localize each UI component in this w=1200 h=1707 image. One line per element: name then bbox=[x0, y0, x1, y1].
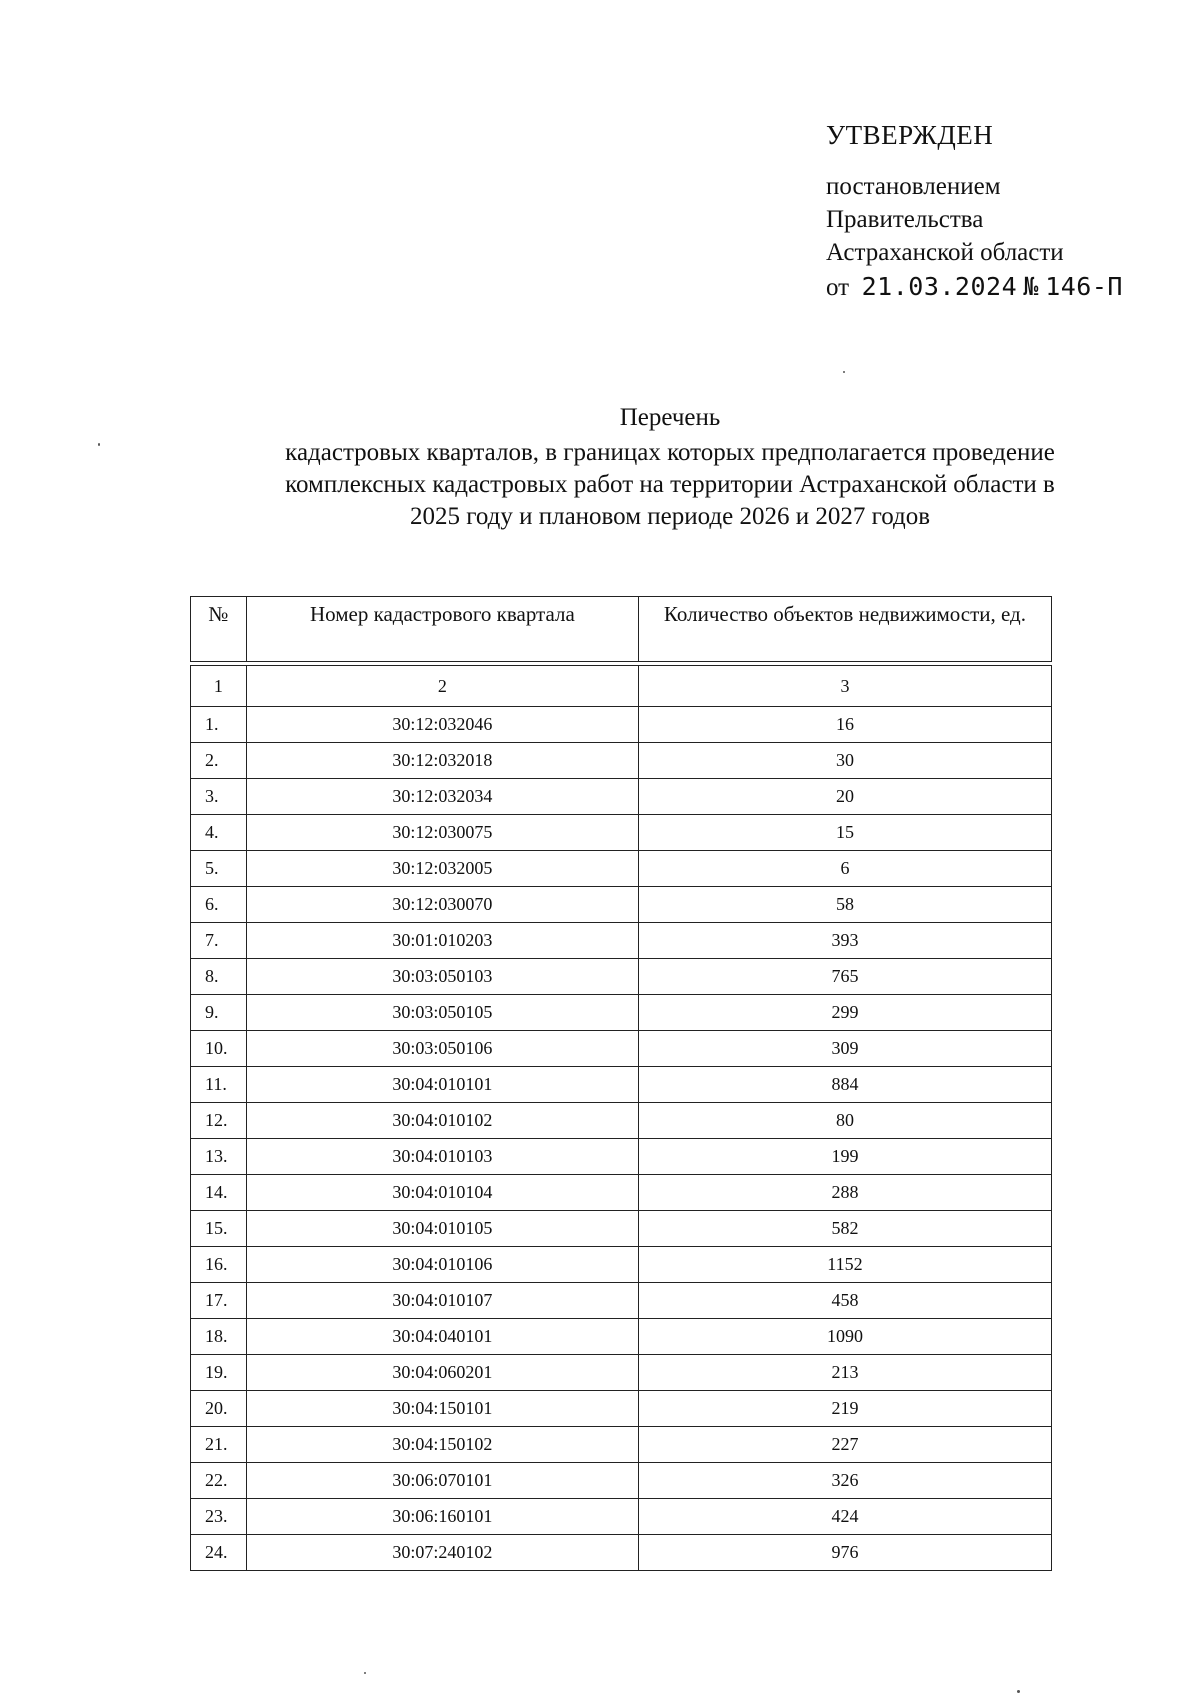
row-number: 22. bbox=[191, 1463, 247, 1499]
document-heading bbox=[200, 402, 1140, 533]
heading-line-3: комплексных кадастровых работ на территории Астраханской области в bbox=[285, 471, 1055, 498]
number-sign: № bbox=[1023, 272, 1039, 301]
approval-date-line bbox=[826, 269, 1166, 306]
approval-title: УТВЕРЖДЕН bbox=[826, 120, 994, 150]
row-number: 4. bbox=[191, 815, 247, 851]
cadastral-quarter-number: 30:12:030075 bbox=[246, 815, 638, 851]
scan-speck bbox=[98, 443, 100, 446]
property-count: 15 bbox=[638, 815, 1051, 851]
cadastral-quarter-number: 30:04:150101 bbox=[246, 1391, 638, 1427]
row-number: 1. bbox=[191, 707, 247, 743]
cadastral-quarter-number: 30:04:010106 bbox=[246, 1247, 638, 1283]
property-count: 326 bbox=[638, 1463, 1051, 1499]
table-row bbox=[191, 887, 1052, 923]
property-count: 765 bbox=[638, 959, 1051, 995]
table-row bbox=[191, 1247, 1052, 1283]
table-row bbox=[191, 815, 1052, 851]
table-row bbox=[191, 923, 1052, 959]
cadastral-quarter-number: 30:06:160101 bbox=[246, 1499, 638, 1535]
cadastral-quarter-number: 30:01:010203 bbox=[246, 923, 638, 959]
header-number: № bbox=[191, 597, 247, 662]
table-row bbox=[191, 1319, 1052, 1355]
table-row bbox=[191, 1283, 1052, 1319]
property-count: 288 bbox=[638, 1175, 1051, 1211]
scan-speck bbox=[1017, 1690, 1020, 1693]
row-number: 17. bbox=[191, 1283, 247, 1319]
row-number: 10. bbox=[191, 1031, 247, 1067]
header-count: Количество объектов недвижимости, ед. bbox=[638, 597, 1051, 662]
property-count: 16 bbox=[638, 707, 1051, 743]
scan-speck bbox=[843, 371, 845, 373]
cadastral-quarter-number: 30:12:032034 bbox=[246, 779, 638, 815]
table-row bbox=[191, 995, 1052, 1031]
row-number: 5. bbox=[191, 851, 247, 887]
cadastral-quarter-number: 30:04:010102 bbox=[246, 1103, 638, 1139]
row-number: 16. bbox=[191, 1247, 247, 1283]
cadastral-quarter-number: 30:03:050106 bbox=[246, 1031, 638, 1067]
cadastral-quarter-number: 30:03:050105 bbox=[246, 995, 638, 1031]
scan-speck bbox=[364, 1672, 366, 1674]
property-count: 20 bbox=[638, 779, 1051, 815]
property-count: 884 bbox=[638, 1067, 1051, 1103]
cadastral-quarter-number: 30:04:040101 bbox=[246, 1319, 638, 1355]
header-quarter: Номер кадастрового квартала bbox=[246, 597, 638, 662]
column-number-row bbox=[191, 666, 1052, 707]
cadastral-quarters-table bbox=[190, 596, 1052, 1571]
property-count: 582 bbox=[638, 1211, 1051, 1247]
property-count: 30 bbox=[638, 743, 1051, 779]
row-number: 15. bbox=[191, 1211, 247, 1247]
table-row bbox=[191, 1355, 1052, 1391]
approval-line-1: постановлением bbox=[826, 173, 1001, 200]
heading-line-4: 2025 году и плановом периоде 2026 и 2027 годов bbox=[409, 503, 931, 530]
heading-line-2: кадастровых кварталов, в границах которых предполагается проведение bbox=[285, 439, 1055, 466]
date-prefix: от bbox=[826, 274, 850, 301]
column-number-2: 2 bbox=[246, 666, 638, 707]
cadastral-quarter-number: 30:12:032046 bbox=[246, 707, 638, 743]
table-row bbox=[191, 743, 1052, 779]
table-row bbox=[191, 1103, 1052, 1139]
row-number: 18. bbox=[191, 1319, 247, 1355]
cadastral-quarter-number: 30:12:032005 bbox=[246, 851, 638, 887]
property-count: 58 bbox=[638, 887, 1051, 923]
cadastral-quarter-number: 30:06:070101 bbox=[246, 1463, 638, 1499]
table-row bbox=[191, 1211, 1052, 1247]
table-row bbox=[191, 1463, 1052, 1499]
table-row bbox=[191, 1535, 1052, 1571]
cadastral-quarter-number: 30:12:030070 bbox=[246, 887, 638, 923]
property-count: 1090 bbox=[638, 1319, 1051, 1355]
property-count: 6 bbox=[638, 851, 1051, 887]
row-number: 24. bbox=[191, 1535, 247, 1571]
property-count: 199 bbox=[638, 1139, 1051, 1175]
row-number: 2. bbox=[191, 743, 247, 779]
property-count: 393 bbox=[638, 923, 1051, 959]
table-row bbox=[191, 959, 1052, 995]
cadastral-quarter-number: 30:04:150102 bbox=[246, 1427, 638, 1463]
approval-line-2: Правительства bbox=[826, 206, 984, 233]
property-count: 80 bbox=[638, 1103, 1051, 1139]
property-count: 976 bbox=[638, 1535, 1051, 1571]
resolution-date: 21.03.2024 bbox=[861, 272, 1018, 301]
approval-block bbox=[826, 118, 1166, 306]
table-row bbox=[191, 1427, 1052, 1463]
table-row bbox=[191, 1499, 1052, 1535]
table-row bbox=[191, 1391, 1052, 1427]
table-row bbox=[191, 779, 1052, 815]
row-number: 12. bbox=[191, 1103, 247, 1139]
row-number: 9. bbox=[191, 995, 247, 1031]
heading-title: Перечень bbox=[619, 404, 721, 431]
property-count: 299 bbox=[638, 995, 1051, 1031]
table-body bbox=[191, 662, 1052, 1571]
property-count: 227 bbox=[638, 1427, 1051, 1463]
property-count: 213 bbox=[638, 1355, 1051, 1391]
row-number: 23. bbox=[191, 1499, 247, 1535]
property-count: 219 bbox=[638, 1391, 1051, 1427]
cadastral-quarter-number: 30:04:010101 bbox=[246, 1067, 638, 1103]
resolution-number: 146-П bbox=[1045, 272, 1123, 301]
row-number: 21. bbox=[191, 1427, 247, 1463]
table-row bbox=[191, 1031, 1052, 1067]
table-row bbox=[191, 707, 1052, 743]
column-number-3: 3 bbox=[638, 666, 1051, 707]
column-number-1: 1 bbox=[191, 666, 247, 707]
property-count: 424 bbox=[638, 1499, 1051, 1535]
row-number: 11. bbox=[191, 1067, 247, 1103]
cadastral-quarter-number: 30:04:010105 bbox=[246, 1211, 638, 1247]
cadastral-quarter-number: 30:04:010103 bbox=[246, 1139, 638, 1175]
row-number: 7. bbox=[191, 923, 247, 959]
row-number: 14. bbox=[191, 1175, 247, 1211]
table-header-row bbox=[191, 597, 1052, 662]
cadastral-quarter-number: 30:12:032018 bbox=[246, 743, 638, 779]
row-number: 3. bbox=[191, 779, 247, 815]
row-number: 8. bbox=[191, 959, 247, 995]
row-number: 6. bbox=[191, 887, 247, 923]
row-number: 20. bbox=[191, 1391, 247, 1427]
table-row bbox=[191, 1139, 1052, 1175]
table-row bbox=[191, 1067, 1052, 1103]
table-row bbox=[191, 1175, 1052, 1211]
property-count: 1152 bbox=[638, 1247, 1051, 1283]
property-count: 309 bbox=[638, 1031, 1051, 1067]
cadastral-quarter-number: 30:07:240102 bbox=[246, 1535, 638, 1571]
table-row bbox=[191, 851, 1052, 887]
cadastral-quarter-number: 30:04:010107 bbox=[246, 1283, 638, 1319]
approval-line-3: Астраханской области bbox=[826, 239, 1064, 266]
cadastral-quarter-number: 30:04:060201 bbox=[246, 1355, 638, 1391]
property-count: 458 bbox=[638, 1283, 1051, 1319]
cadastral-quarter-number: 30:03:050103 bbox=[246, 959, 638, 995]
cadastral-quarter-number: 30:04:010104 bbox=[246, 1175, 638, 1211]
row-number: 13. bbox=[191, 1139, 247, 1175]
row-number: 19. bbox=[191, 1355, 247, 1391]
